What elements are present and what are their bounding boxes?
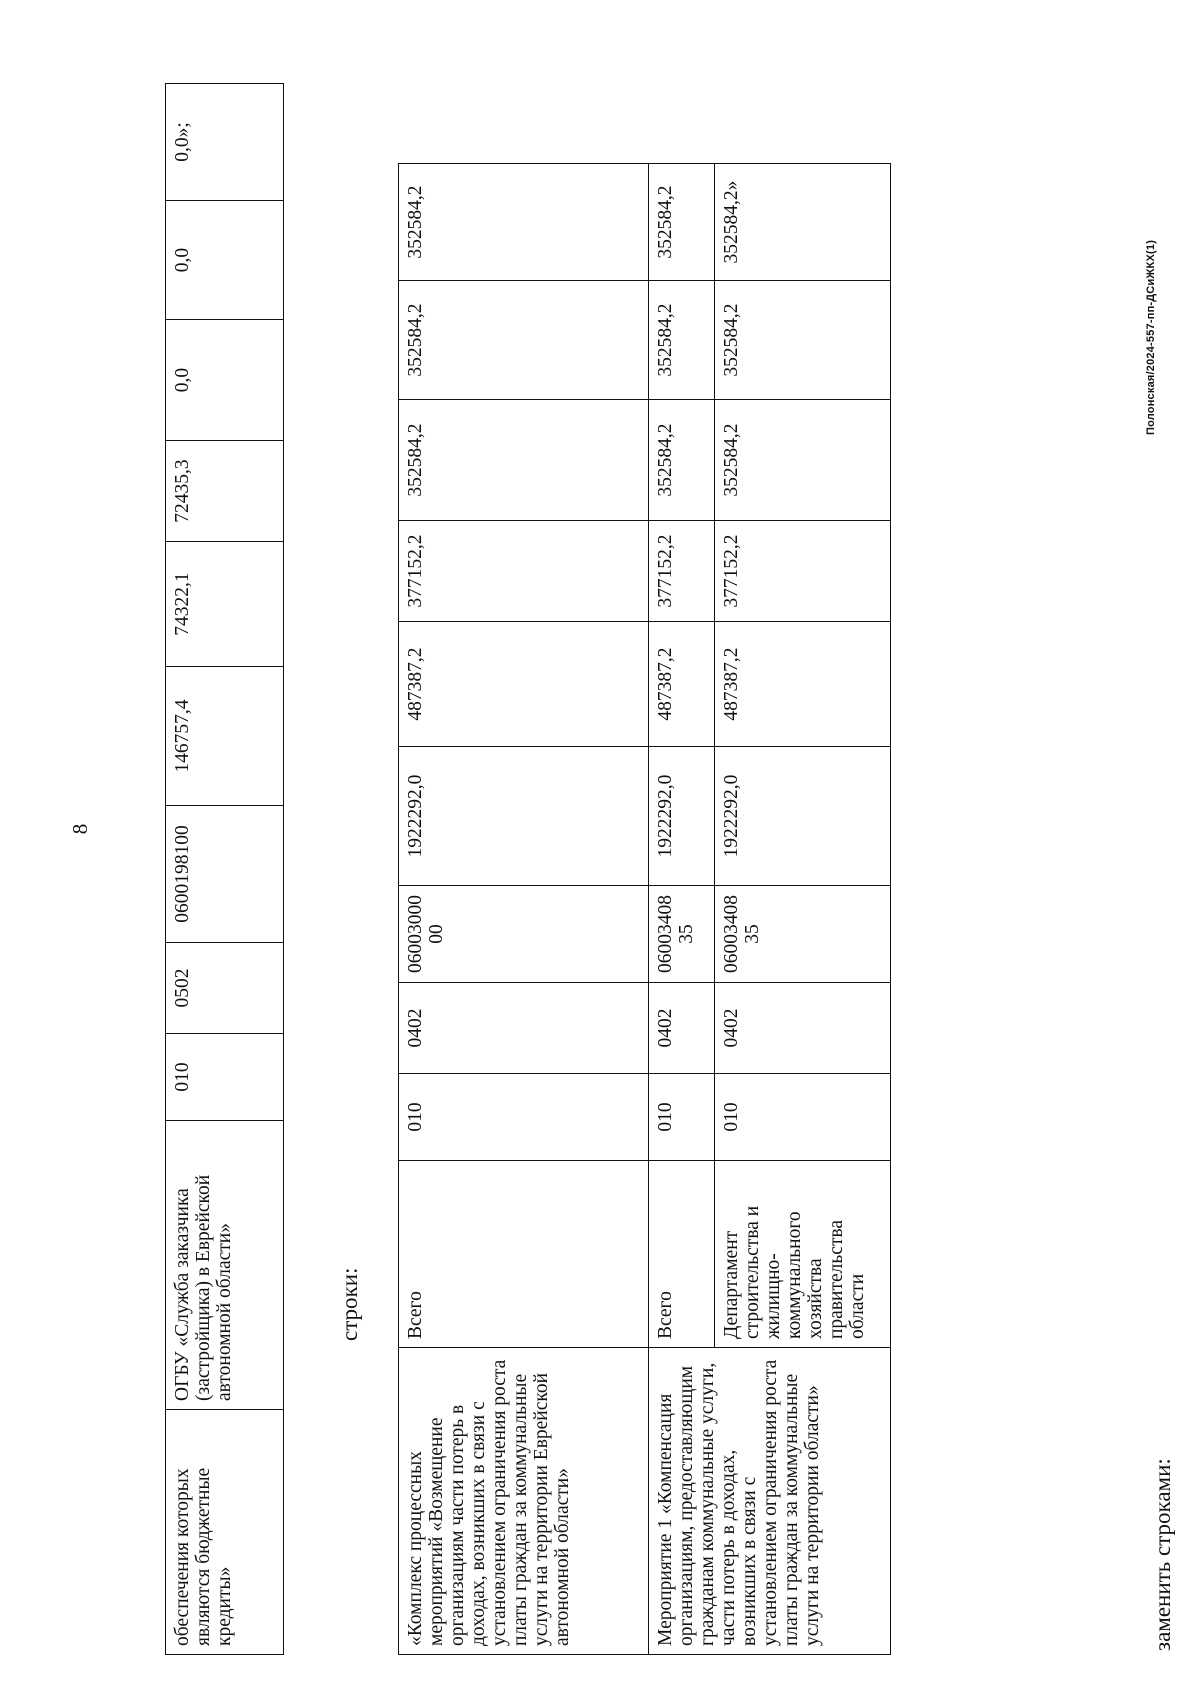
cell-complex-csr: 0600300000	[399, 886, 649, 983]
cell-y4: 0,0	[166, 201, 284, 320]
cell-measure-dept-y5: 352584,2»	[715, 164, 891, 281]
table-row	[166, 84, 284, 1655]
cell-y1: 74322,1	[166, 542, 284, 667]
label-strings: строки:	[337, 1267, 362, 1341]
cell-rzpr: 0502	[166, 943, 284, 1034]
cell-measure-total-y3: 352584,2	[649, 400, 715, 521]
cell-measure-dept-y4: 352584,2	[715, 281, 891, 400]
cell-measure-name: Мероприятие 1 «Компенсация организациям, предоставляющим гражданам коммунальные услуги, части потерь в доходах, возникших в связи с установлением ограничения роста платы граждан за коммунальные услуги на территории области»	[649, 1348, 891, 1655]
cell-executor: ОГБУ «Служба заказчика (застройщика) в Еврейской автономной области»	[166, 1121, 284, 1410]
cell-measure-total-grbs: 010	[649, 1074, 715, 1161]
cell-complex-grbs: 010	[399, 1074, 649, 1161]
cell-complex-y3: 352584,2	[399, 400, 649, 521]
table-row	[649, 164, 715, 1655]
cell-name: обеспечения которых являются бюджетные кредиты»	[166, 1410, 284, 1655]
cell-y3: 0,0	[166, 320, 284, 441]
cell-measure-dept-grbs: 010	[715, 1074, 891, 1161]
cell-measure-dept-executor: Департамент строительства и жилищно-коммунального хозяйства правительства области	[715, 1161, 891, 1348]
table-row	[399, 164, 649, 1655]
document-id-stamp: Полонская/2024-557-пп-ДСиЖКХ(1)	[1145, 239, 1157, 435]
cell-measure-dept-y3: 352584,2	[715, 400, 891, 521]
cell-measure-total-rzpr: 0402	[649, 983, 715, 1074]
cell-measure-total-y2: 377152,2	[649, 521, 715, 622]
cell-measure-dept-y2: 377152,2	[715, 521, 891, 622]
cell-complex-y5: 352584,2	[399, 164, 649, 281]
cell-total: 146757,4	[166, 667, 284, 806]
cell-measure-dept-rzpr: 0402	[715, 983, 891, 1074]
cell-complex-y4: 352584,2	[399, 281, 649, 400]
cell-measure-total-executor: Всего	[649, 1161, 715, 1348]
cell-complex-total: 1922292,0	[399, 747, 649, 886]
cell-measure-dept-y1: 487387,2	[715, 622, 891, 747]
cell-csr: 0600198100	[166, 806, 284, 943]
cell-complex-name: «Комплекс процессных мероприятий «Возмещение организациям части потерь в доходах, возникших в связи с установлением ограничения роста платы граждан за коммунальные услуги на территории Еврейской автономной области»	[399, 1348, 649, 1655]
cell-complex-executor: Всего	[399, 1161, 649, 1348]
cell-grbs: 010	[166, 1034, 284, 1121]
table-main	[398, 163, 891, 1655]
cell-measure-dept-total: 1922292,0	[715, 747, 891, 886]
table-continuation	[165, 83, 284, 1655]
cell-complex-rzpr: 0402	[399, 983, 649, 1074]
cell-measure-total-y5: 352584,2	[649, 164, 715, 281]
cell-complex-y2: 377152,2	[399, 521, 649, 622]
cell-measure-dept-csr: 0600340835	[715, 886, 891, 983]
cell-measure-total-csr: 0600340835	[649, 886, 715, 983]
cell-y5: 0,0»;	[166, 84, 284, 201]
label-replace: заменить строками:	[1150, 1458, 1175, 1651]
cell-y2: 72435,3	[166, 441, 284, 542]
page-number: 8	[68, 823, 92, 835]
cell-measure-total-y1: 487387,2	[649, 622, 715, 747]
cell-measure-total-y4: 352584,2	[649, 281, 715, 400]
cell-measure-total-total: 1922292,0	[649, 747, 715, 886]
cell-complex-y1: 487387,2	[399, 622, 649, 747]
